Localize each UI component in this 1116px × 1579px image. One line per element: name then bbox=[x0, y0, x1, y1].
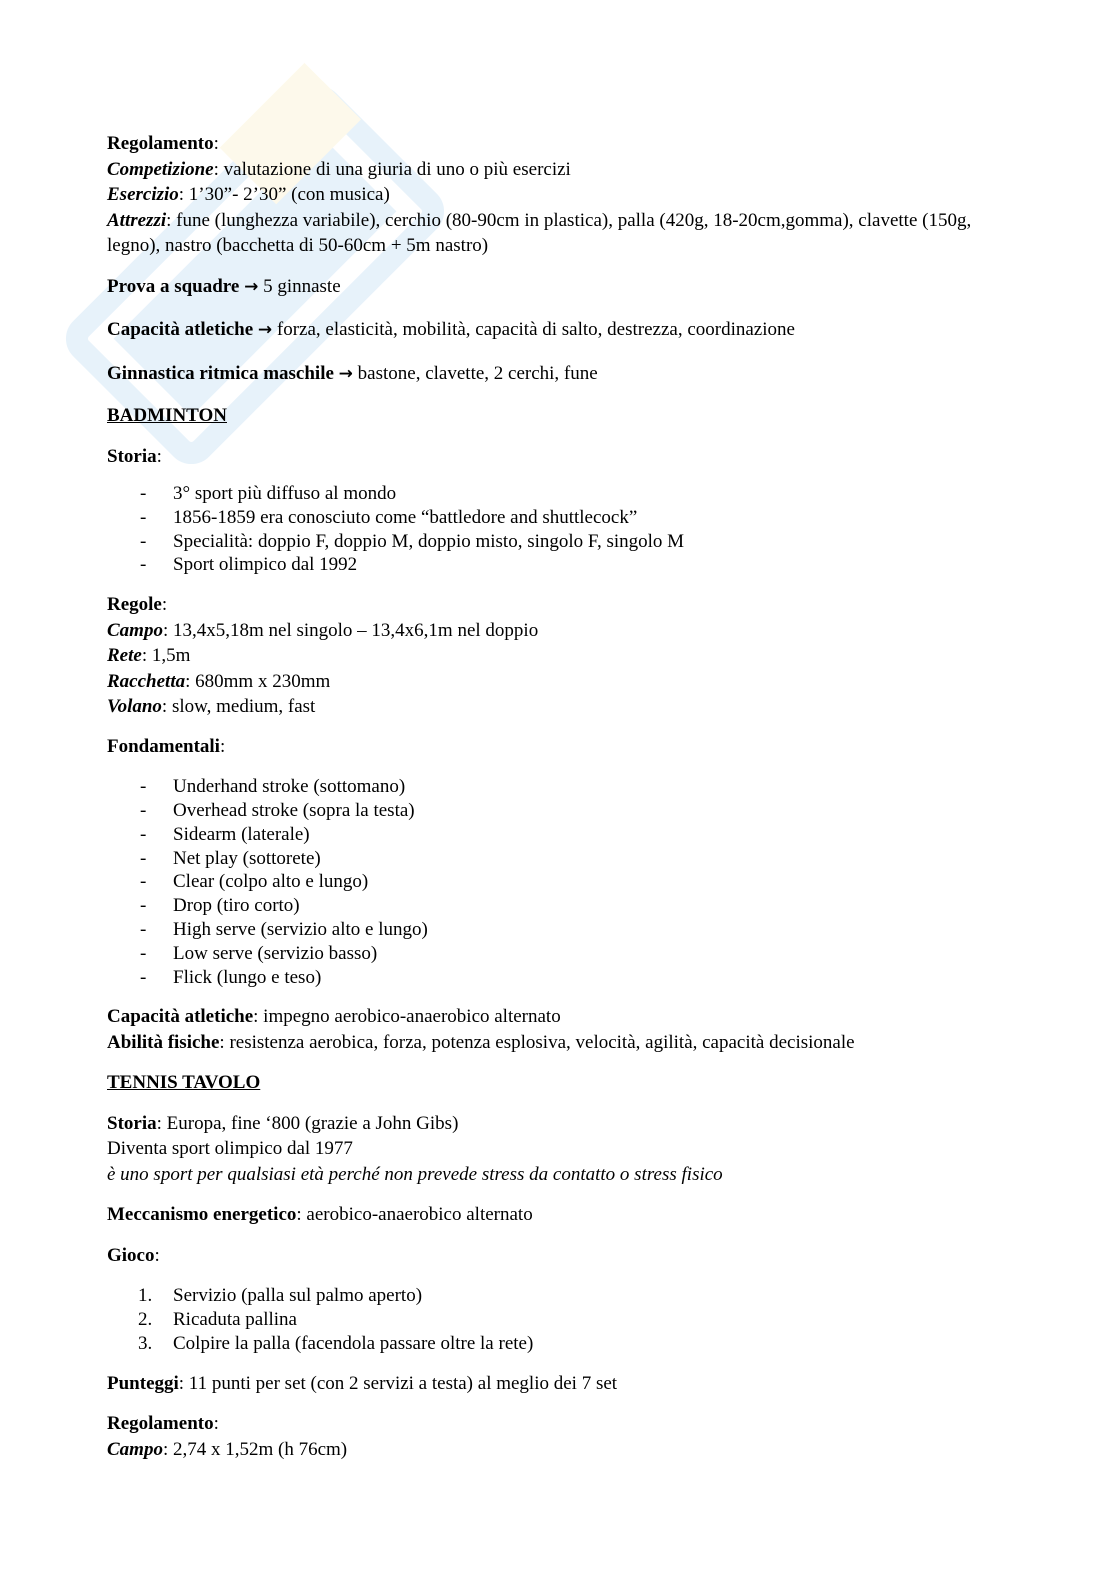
badminton-regole-line: Regole: bbox=[107, 594, 168, 616]
tennis-eta-line: è uno sport per qualsiasi età perché non prevede stress da contatto o stress fisico bbox=[107, 1163, 723, 1185]
capacita-ritmica-text: forza, elasticità, mobilità, capacità di salto, destrezza, coordinazione bbox=[276, 319, 795, 340]
attrezzi-text: : fune (lunghezza variabile), cerchio (80-90cm in plastica), palla (420g, 18-20cm,gomma), clavette (150g, legno), nastro (bacchetta di 50-60cm + 5m nastro) bbox=[107, 209, 972, 256]
fondamentali-line: Fondamentali: bbox=[107, 735, 226, 757]
badminton-capacita-line: Capacità atletiche: impegno aerobico-anaerobico alternato bbox=[107, 1006, 561, 1028]
badminton-title: BADMINTON bbox=[107, 405, 227, 426]
list-item: - Drop (tiro corto) bbox=[140, 895, 300, 917]
capacita-ritmica-line bbox=[107, 317, 1007, 344]
list-item: 2. Ricaduta pallina bbox=[138, 1309, 297, 1331]
tennis-title: TENNIS TAVOLO bbox=[107, 1072, 261, 1094]
competizione-line bbox=[107, 157, 1007, 183]
regolamento-label: Regolamento bbox=[107, 133, 214, 154]
document-body bbox=[107, 131, 1007, 1462]
esercizio-text: : 1’30”- 2’30” (con musica) bbox=[178, 184, 390, 205]
badminton-rete-line: Rete: 1,5m bbox=[107, 645, 191, 667]
esercizio-line bbox=[107, 182, 1007, 208]
arrow-right-icon: → bbox=[244, 276, 259, 297]
list-item: - Clear (colpo alto e lungo) bbox=[140, 871, 369, 893]
capacita-ritmica-label: Capacità atletiche bbox=[107, 319, 254, 340]
list-item: 3. Colpire la palla (facendola passare oltre la rete) bbox=[138, 1332, 534, 1354]
prova-squadre-text: 5 ginnaste bbox=[263, 275, 341, 297]
tennis-olimpico-line: Diventa sport olimpico dal 1977 bbox=[107, 1138, 353, 1160]
list-item: - Net play (sottorete) bbox=[140, 847, 321, 869]
list-item: - Underhand stroke (sottomano) bbox=[140, 776, 406, 798]
ritmica-maschile-text: bastone, clavette, 2 cerchi, fune bbox=[357, 362, 598, 384]
ritmica-maschile-line bbox=[107, 361, 1007, 388]
fondamentali-label: Fondamentali bbox=[107, 735, 220, 757]
list-item: 1. Servizio (palla sul palmo aperto) bbox=[138, 1285, 423, 1307]
list-item: - Overhead stroke (sopra la testa) bbox=[140, 799, 415, 821]
gioco-list bbox=[107, 1284, 1007, 1355]
badminton-heading bbox=[107, 403, 1007, 429]
badminton-abilita-line: Abilità fisiche: resistenza aerobica, forza, potenza esplosiva, velocità, agilità, capacità decisionale bbox=[107, 1031, 855, 1053]
meccanismo-line: Meccanismo energetico: aerobico-anaerobico alternato bbox=[107, 1204, 533, 1226]
list-item: - Specialità: doppio F, doppio M, doppio misto, singolo F, singolo M bbox=[140, 530, 685, 552]
badminton-storia-line: Storia: bbox=[107, 445, 162, 467]
list-item: - High serve (servizio alto e lungo) bbox=[140, 918, 428, 940]
prova-squadre-label: Prova a squadre bbox=[107, 275, 240, 297]
attrezzi-label: Attrezzi bbox=[107, 209, 167, 231]
badminton-campo-line: Campo: 13,4x5,18m nel singolo – 13,4x6,1m nel doppio bbox=[107, 619, 539, 641]
list-item: - Sport olimpico dal 1992 bbox=[140, 554, 358, 576]
fondamentali-list bbox=[107, 775, 1007, 989]
tennis-storia-line: Storia: Europa, fine ‘800 (grazie a John Gibs) bbox=[107, 1112, 459, 1134]
badminton-racchetta-line: Racchetta: 680mm x 230mm bbox=[107, 670, 331, 692]
tennis-campo-line: Campo: 2,74 x 1,52m (h 76cm) bbox=[107, 1438, 348, 1460]
esercizio-label: Esercizio bbox=[107, 184, 179, 205]
gioco-line: Gioco: bbox=[107, 1244, 160, 1266]
badminton-storia-list bbox=[107, 482, 1007, 577]
list-item: - 1856-1859 era conosciuto come “battledore and shuttlecock” bbox=[140, 506, 638, 528]
list-item: - Flick (lungo e teso) bbox=[140, 966, 322, 988]
arrow-right-icon: → bbox=[338, 363, 353, 384]
list-item: - Low serve (servizio basso) bbox=[140, 942, 378, 964]
badminton-volano-line: Volano: slow, medium, fast bbox=[107, 696, 316, 718]
ritmica-maschile-label: Ginnastica ritmica maschile bbox=[107, 362, 334, 384]
regolamento-line: Regolamento: bbox=[107, 133, 219, 154]
tennis-regolamento-line: Regolamento: bbox=[107, 1413, 219, 1435]
tennis-heading bbox=[107, 1070, 1007, 1096]
arrow-right-icon: → bbox=[257, 320, 273, 340]
competizione-label: Competizione bbox=[107, 158, 214, 180]
attrezzi-line bbox=[107, 208, 1007, 259]
prova-squadre-line bbox=[107, 274, 1007, 301]
competizione-text: : valutazione di una giuria di uno o più esercizi bbox=[213, 158, 571, 180]
badminton-regole-label: Regole bbox=[107, 594, 162, 616]
list-item: - Sidearm (laterale) bbox=[140, 823, 310, 845]
badminton-storia-label: Storia bbox=[107, 445, 157, 467]
punteggi-line: Punteggi: 11 punti per set (con 2 servizi a testa) al meglio dei 7 set bbox=[107, 1372, 618, 1394]
list-item: - 3° sport più diffuso al mondo bbox=[140, 483, 397, 504]
